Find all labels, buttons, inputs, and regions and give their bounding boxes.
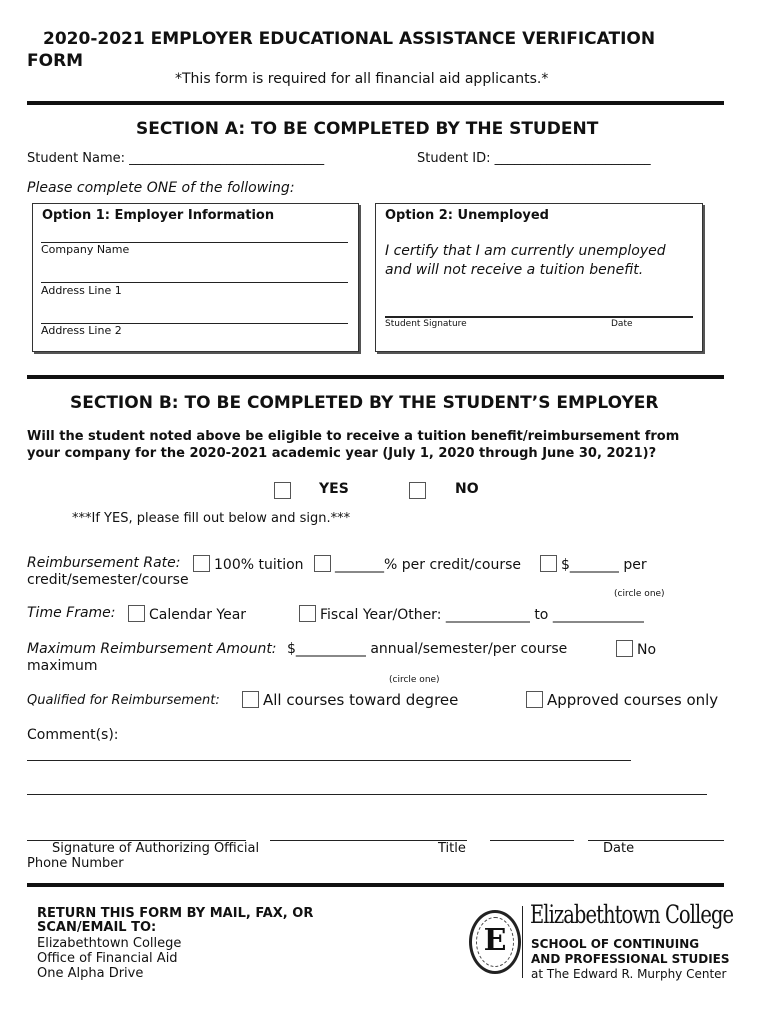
circle-one-note-1: (circle one)	[614, 589, 665, 599]
form-subtitle: *This form is required for all financial aid applicants.*	[175, 71, 549, 87]
form-title-line2: FORM	[27, 51, 84, 71]
no-label: NO	[455, 481, 479, 497]
yes-label: YES	[319, 481, 349, 497]
unemployed-certify-line1: I certify that I am currently unemployed	[385, 243, 666, 259]
official-date-label: Date	[603, 841, 635, 856]
student-signature-line[interactable]	[385, 316, 693, 318]
murphy-center-line: at The Edward R. Murphy Center	[531, 967, 727, 981]
student-id-field[interactable]: Student ID: ________________________	[417, 151, 651, 166]
address1-label: Address Line 1	[41, 284, 122, 297]
checkbox-icon[interactable]	[193, 555, 210, 572]
return-instruction-line2: SCAN/EMAIL TO:	[37, 920, 157, 935]
section-a-divider	[27, 375, 724, 379]
checkbox-icon[interactable]	[540, 555, 557, 572]
calendar-year-option[interactable]: Calendar Year	[128, 605, 246, 623]
student-signature-label: Student Signature	[385, 319, 467, 329]
phone-number-label: Phone Number	[27, 856, 124, 871]
form-title-line1: 2020-2021 EMPLOYER EDUCATIONAL ASSISTANCE VERIFICATION	[43, 29, 656, 49]
checkbox-icon[interactable]	[242, 691, 259, 708]
yes-checkbox[interactable]	[274, 481, 295, 500]
eligibility-question-line1: Will the student noted above be eligible to receive a tuition benefit/reimbursement from	[27, 429, 680, 444]
student-date-label: Date	[611, 319, 633, 329]
fiscal-year-option[interactable]: Fiscal Year/Other: ____________ to _____________	[299, 605, 644, 623]
footer-divider	[27, 883, 724, 887]
official-title-label: Title	[438, 841, 466, 856]
college-seal-icon: E	[469, 910, 521, 974]
rate-100-tuition-option[interactable]: 100% tuition	[193, 555, 304, 573]
time-frame-label: Time Frame:	[27, 605, 116, 621]
max-reimbursement-label: Maximum Reimbursement Amount:	[27, 641, 277, 657]
comments-line-2[interactable]	[27, 794, 707, 795]
return-instruction-line1: RETURN THIS FORM BY MAIL, FAX, OR	[37, 906, 314, 921]
official-signature-label: Signature of Authorizing Official	[52, 841, 260, 856]
company-name-label: Company Name	[41, 243, 130, 256]
return-address-line2: Office of Financial Aid	[37, 951, 178, 966]
no-checkbox[interactable]	[409, 481, 430, 500]
reimbursement-rate-label: Reimbursement Rate:	[27, 555, 181, 571]
official-phone-line[interactable]	[490, 840, 574, 841]
checkbox-icon[interactable]	[314, 555, 331, 572]
qualified-label: Qualified for Reimbursement:	[27, 693, 220, 708]
return-address-line1: Elizabethtown College	[37, 936, 182, 951]
max-reimbursement-amount-field[interactable]: $__________ annual/semester/per course	[287, 641, 568, 657]
section-a-heading: SECTION A: TO BE COMPLETED BY THE STUDENT	[136, 119, 599, 139]
circle-one-note-2: (circle one)	[389, 675, 440, 685]
rate-percent-option[interactable]: _______% per credit/course	[314, 555, 521, 573]
option2-title: Option 2: Unemployed	[385, 208, 549, 223]
rate-dollar-option-cont: credit/semester/course	[27, 572, 189, 588]
checkbox-icon[interactable]	[299, 605, 316, 622]
eligibility-question-line2: your company for the 2020-2021 academic year (July 1, 2020 through June 30, 2021)?	[27, 446, 657, 461]
student-name-field[interactable]: Student Name: ______________________________	[27, 151, 325, 166]
section-b-heading: SECTION B: TO BE COMPLETED BY THE STUDENT’S EMPLOYER	[70, 393, 659, 413]
checkbox-icon[interactable]	[616, 640, 633, 657]
section-a-instruction: Please complete ONE of the following:	[27, 180, 295, 196]
logo-divider	[522, 906, 523, 978]
no-maximum-option[interactable]: No	[616, 640, 656, 658]
if-yes-instruction: ***If YES, please fill out below and sign.***	[72, 511, 351, 526]
rate-dollar-option[interactable]: $_______ per	[540, 555, 647, 573]
school-name-line1: SCHOOL OF CONTINUING	[531, 937, 700, 951]
unemployed-certify-line2: and will not receive a tuition benefit.	[385, 262, 644, 278]
all-courses-option[interactable]: All courses toward degree	[242, 691, 458, 709]
school-name-line2: AND PROFESSIONAL STUDIES	[531, 952, 730, 966]
header-divider	[27, 101, 724, 105]
comments-label: Comment(s):	[27, 727, 119, 743]
college-wordmark: Elizabethtown College	[530, 900, 734, 929]
comments-line-1[interactable]	[27, 760, 631, 761]
address1-line[interactable]	[41, 282, 348, 283]
checkbox-icon[interactable]	[526, 691, 543, 708]
approved-courses-option[interactable]: Approved courses only	[526, 691, 718, 709]
option1-title: Option 1: Employer Information	[42, 208, 275, 223]
checkbox-icon[interactable]	[128, 605, 145, 622]
return-address-line3: One Alpha Drive	[37, 966, 144, 981]
no-maximum-cont: maximum	[27, 658, 98, 674]
address2-label: Address Line 2	[41, 324, 122, 337]
